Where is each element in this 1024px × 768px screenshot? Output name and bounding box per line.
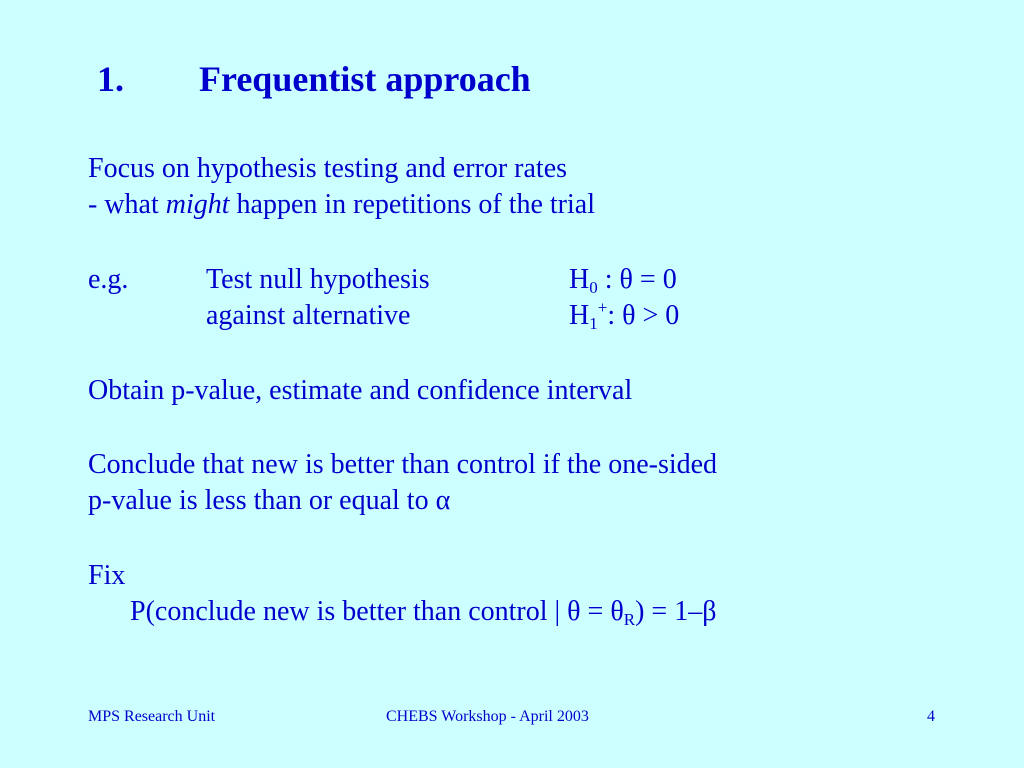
obtain-line: Obtain p-value, estimate and confidence interval xyxy=(88,375,633,406)
null-hypothesis-expr xyxy=(569,262,677,298)
alt-hypothesis-text: against alternative xyxy=(206,300,411,331)
footer-left: MPS Research Unit xyxy=(88,708,216,725)
title-number: 1. xyxy=(97,59,124,99)
alt-hypothesis-expr xyxy=(569,298,679,334)
eg-label: e.g. xyxy=(88,264,129,295)
focus-line-2-suffix: happen in repetitions of the trial xyxy=(229,189,595,220)
alt-expr: : θ > 0 xyxy=(607,300,680,331)
conclude-line-2: p-value is less than or equal to α xyxy=(88,485,451,516)
fix-expr-suffix: ) = 1–β xyxy=(635,596,717,627)
alt-sup: + xyxy=(597,298,608,317)
null-sub: 0 xyxy=(589,278,598,297)
null-H: H xyxy=(569,264,590,295)
focus-line-2 xyxy=(88,187,595,223)
footer-page-number: 4 xyxy=(927,708,935,725)
null-hypothesis-text: Test null hypothesis xyxy=(206,264,430,295)
fix-expr-sub: R xyxy=(623,610,636,629)
fix-expression xyxy=(88,594,716,630)
conclude-line-1: Conclude that new is better than control if the one-sided xyxy=(88,449,718,480)
focus-line-1: Focus on hypothesis testing and error rates xyxy=(88,153,568,184)
focus-line-2-prefix: - what xyxy=(88,189,166,220)
footer-center: CHEBS Workshop - April 2003 xyxy=(386,708,589,725)
focus-line-2-italic: might xyxy=(165,189,230,220)
null-expr: : θ = 0 xyxy=(597,264,677,295)
alt-H: H xyxy=(569,300,590,331)
slide-title xyxy=(97,58,531,100)
fix-expr-prefix: P(conclude new is better than control | θ = θ xyxy=(130,596,624,627)
alt-sub: 1 xyxy=(589,314,598,333)
title-text: Frequentist approach xyxy=(199,59,531,99)
fix-label: Fix xyxy=(88,560,126,591)
